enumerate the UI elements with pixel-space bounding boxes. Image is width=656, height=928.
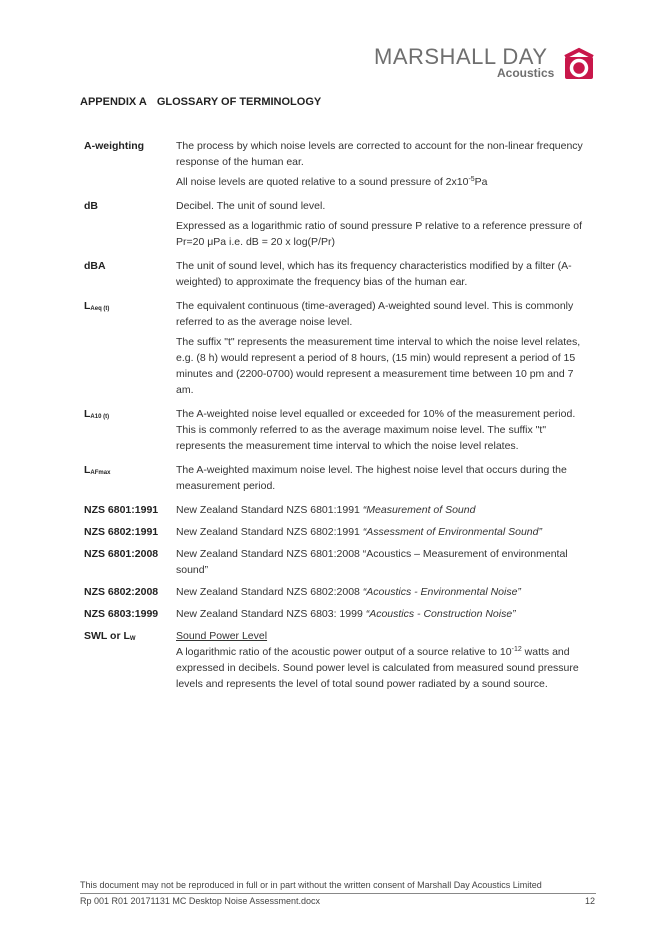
document-reference: Rp 001 R01 20171131 MC Desktop Noise Assessment.docx xyxy=(80,896,320,906)
term-label: dB xyxy=(84,200,98,212)
definition-text: The equivalent continuous (time-averaged) A-weighted sound level. This is commonly referred to as the average noise level. xyxy=(176,300,574,328)
definition-text: The A-weighted maximum noise level. The highest noise level that occurs during the measurement period. xyxy=(176,464,567,492)
term-label: SWL or $L_W$ xyxy=(84,630,136,642)
term-definition xyxy=(176,502,584,522)
term-definition xyxy=(176,628,584,696)
copyright-note: This document may not be reproduced in full or in part without the written consent of Marshall Day Acoustics Limited xyxy=(80,880,542,890)
term-definition xyxy=(176,138,584,194)
term-definition xyxy=(176,298,584,402)
glossary-entry-laeq xyxy=(84,298,584,402)
term-definition xyxy=(176,406,584,458)
term-label: NZS 6803:1999 xyxy=(84,608,159,620)
glossary-entry-nzs6801-2008 xyxy=(84,546,584,582)
logo-sub: Acoustics xyxy=(497,66,555,80)
glossary-entry-la10 xyxy=(84,406,584,458)
glossary-entry-nzs6802-2008 xyxy=(84,584,584,604)
company-logo xyxy=(374,44,604,84)
term-label: A-weighting xyxy=(84,140,145,152)
definition-text: Expressed as a logarithmic ratio of sound pressure P relative to a reference pressure of Pr=20 μPa i.e. dB = 20 x log(P/Pr) xyxy=(176,220,583,248)
term-definition xyxy=(176,524,584,544)
definition-text: The A-weighted noise level equalled or exceeded for 10% of the measurement period. This is commonly referred to as the average maximum noise level. The suffix "t" represents the measurement time interval to which the noise level relates. xyxy=(176,408,576,452)
glossary-entry-swl xyxy=(84,628,584,696)
term-label: dBA xyxy=(84,260,106,272)
term-label: $L_{AFmax}$ xyxy=(84,464,111,476)
glossary-entry-a-weighting xyxy=(84,138,584,194)
term-label: NZS 6801:1991 xyxy=(84,504,159,516)
term-label: $L_{Aeq (t)}$ xyxy=(84,300,110,312)
definition-text: New Zealand Standard NZS 6801:1991 “Measurement of Sound xyxy=(176,504,476,516)
glossary-entry-nzs6802-1991 xyxy=(84,524,584,544)
footer-divider xyxy=(80,893,596,894)
glossary-entry-nzs6801-1991 xyxy=(84,502,584,522)
term-definition xyxy=(176,546,584,582)
definition-text: The process by which noise levels are corrected to account for the non-linear frequency response of the human ear. xyxy=(176,140,583,168)
page-number: 12 xyxy=(585,896,596,906)
definition-text: A logarithmic ratio of the acoustic power output of a source relative to $10^{-12}$ watts and expressed in decibels. Sound power level is calculated from measured sound pressure levels and represents the level of total sound power radiated by a sound source. xyxy=(176,646,579,690)
term-label: NZS 6802:2008 xyxy=(84,586,159,598)
logo-mark-icon xyxy=(564,46,594,80)
glossary-list xyxy=(84,138,584,700)
definition-text: New Zealand Standard NZS 6801:2008 “Acoustics – Measurement of environmental sound” xyxy=(176,548,568,576)
term-label: NZS 6801:2008 xyxy=(84,548,159,560)
logo-name: MARSHALL DAY xyxy=(374,44,548,69)
term-definition xyxy=(176,198,584,254)
definition-text: All noise levels are quoted relative to a sound pressure of $2x10^{-5}Pa$ xyxy=(176,176,488,188)
glossary-entry-db xyxy=(84,198,584,254)
term-definition xyxy=(176,462,584,498)
definition-text: New Zealand Standard NZS 6802:2008 “Acoustics - Environmental Noise” xyxy=(176,586,521,598)
term-label: $L_{A10 (t)}$ xyxy=(84,408,110,420)
page-heading xyxy=(80,96,321,108)
glossary-entry-dba xyxy=(84,258,584,294)
term-label: NZS 6802:1991 xyxy=(84,526,159,538)
definition-text: Decibel. The unit of sound level. xyxy=(176,200,326,212)
definition-text: New Zealand Standard NZS 6802:1991 “Assessment of Environmental Sound” xyxy=(176,526,542,538)
definition-text: The unit of sound level, which has its frequency characteristics modified by a filter (A-weighted) to approximate the frequency bias of the human ear. xyxy=(176,260,572,288)
term-definition xyxy=(176,584,584,604)
term-definition xyxy=(176,606,584,626)
definition-text: The suffix "t" represents the measurement time interval to which the noise level relates, e.g. (8 h) would represent a period of 8 hours, (15 min) would represent a period of 15 minutes and (2200-0700) would represent a measurement time between 10 pm and 7 am. xyxy=(176,336,581,396)
appendix-label: APPENDIX A xyxy=(80,96,147,108)
glossary-entry-nzs6803-1999 xyxy=(84,606,584,626)
glossary-entry-lafmax xyxy=(84,462,584,498)
definition-title: Sound Power Level xyxy=(176,630,268,642)
appendix-title: GLOSSARY OF TERMINOLOGY xyxy=(156,96,322,108)
term-definition xyxy=(176,258,584,294)
definition-text: New Zealand Standard NZS 6803: 1999 “Acoustics - Construction Noise” xyxy=(176,608,516,620)
